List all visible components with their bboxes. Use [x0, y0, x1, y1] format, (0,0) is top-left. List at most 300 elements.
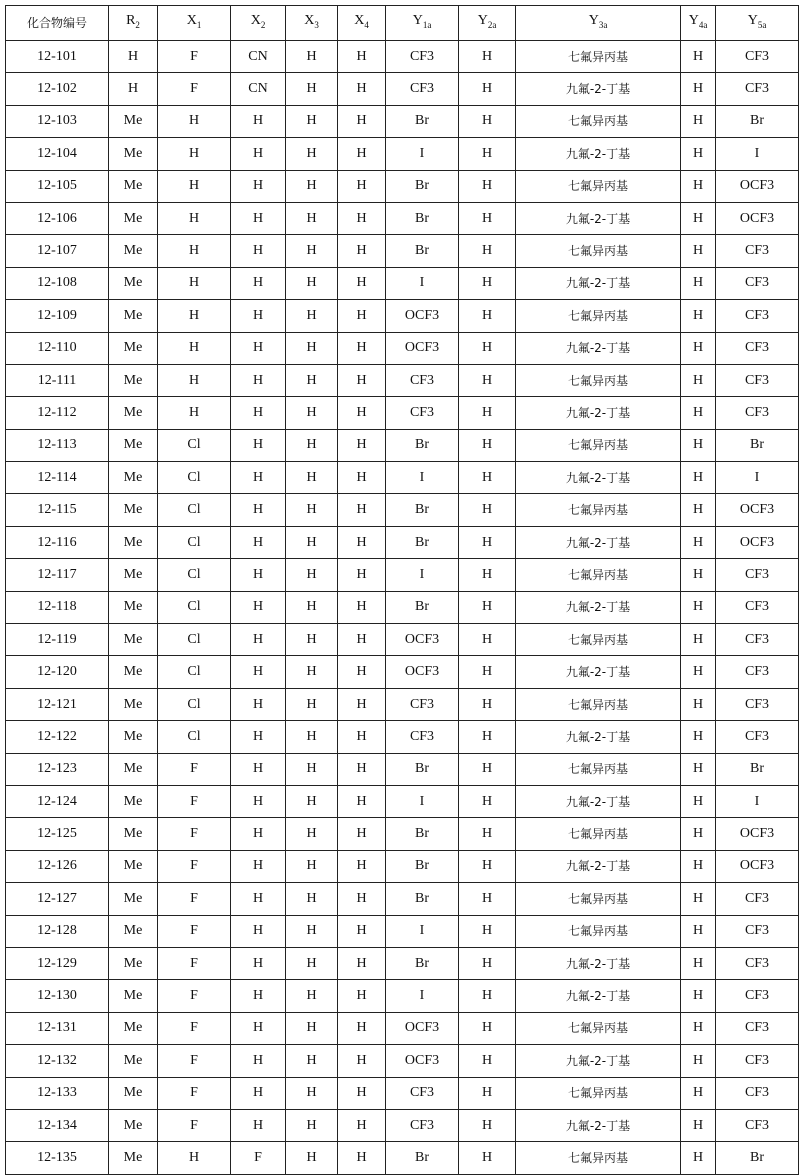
cell-compound-id: 12-124: [6, 785, 109, 817]
cell-x3: H: [286, 980, 338, 1012]
cell-x1: Cl: [158, 624, 231, 656]
table-row: [6, 1012, 799, 1044]
cell-x2: H: [231, 559, 286, 591]
table-row: [6, 1142, 799, 1174]
cell-r2: Me: [109, 462, 158, 494]
cell-compound-id: 12-134: [6, 1109, 109, 1141]
cell-x4: H: [338, 397, 386, 429]
cell-y3a: 九氟-2-丁基: [516, 721, 681, 753]
column-header-x4: [338, 6, 386, 41]
cell-y2a: H: [459, 980, 516, 1012]
cell-x1: F: [158, 1109, 231, 1141]
cell-x3: H: [286, 235, 338, 267]
cell-compound-id: 12-123: [6, 753, 109, 785]
cell-y2a: H: [459, 915, 516, 947]
cell-y5a: OCF3: [716, 494, 799, 526]
cell-x4: H: [338, 300, 386, 332]
cell-x2: H: [231, 170, 286, 202]
cell-y2a: H: [459, 1142, 516, 1174]
cell-y5a: CF3: [716, 915, 799, 947]
cell-x1: F: [158, 753, 231, 785]
table-row: [6, 300, 799, 332]
table-row: [6, 624, 799, 656]
cell-y2a: H: [459, 494, 516, 526]
cell-compound-id: 12-102: [6, 73, 109, 105]
cell-y1a: CF3: [386, 364, 459, 396]
cell-y5a: CF3: [716, 300, 799, 332]
cell-r2: Me: [109, 267, 158, 299]
cell-compound-id: 12-121: [6, 688, 109, 720]
cell-r2: H: [109, 73, 158, 105]
cell-y4a: H: [681, 235, 716, 267]
cell-y2a: H: [459, 202, 516, 234]
cell-x3: H: [286, 818, 338, 850]
cell-x4: H: [338, 429, 386, 461]
cell-r2: Me: [109, 1142, 158, 1174]
table-row: [6, 591, 799, 623]
cell-y2a: H: [459, 721, 516, 753]
cell-y3a: 七氟异丙基: [516, 364, 681, 396]
cell-y3a: 七氟异丙基: [516, 429, 681, 461]
cell-r2: Me: [109, 656, 158, 688]
cell-compound-id: 12-126: [6, 850, 109, 882]
column-header-x1: [158, 6, 231, 41]
cell-x4: H: [338, 494, 386, 526]
cell-r2: Me: [109, 915, 158, 947]
cell-y2a: H: [459, 559, 516, 591]
cell-x3: H: [286, 494, 338, 526]
cell-compound-id: 12-133: [6, 1077, 109, 1109]
cell-compound-id: 12-114: [6, 462, 109, 494]
cell-x4: H: [338, 462, 386, 494]
cell-x4: H: [338, 1012, 386, 1044]
cell-y1a: Br: [386, 591, 459, 623]
cell-x1: H: [158, 1142, 231, 1174]
cell-y1a: OCF3: [386, 300, 459, 332]
cell-x3: H: [286, 105, 338, 137]
table-row: [6, 138, 799, 170]
cell-x2: F: [231, 1142, 286, 1174]
cell-x2: H: [231, 429, 286, 461]
cell-y1a: OCF3: [386, 1012, 459, 1044]
cell-r2: Me: [109, 559, 158, 591]
cell-y4a: H: [681, 591, 716, 623]
cell-y3a: 九氟-2-丁基: [516, 656, 681, 688]
header-row: [6, 6, 799, 41]
cell-x3: H: [286, 429, 338, 461]
table-row: [6, 429, 799, 461]
cell-x1: F: [158, 915, 231, 947]
cell-r2: Me: [109, 332, 158, 364]
cell-compound-id: 12-104: [6, 138, 109, 170]
cell-y2a: H: [459, 1045, 516, 1077]
cell-x4: H: [338, 785, 386, 817]
cell-x2: H: [231, 462, 286, 494]
cell-y3a: 七氟异丙基: [516, 170, 681, 202]
header-label: X: [354, 13, 364, 28]
cell-compound-id: 12-128: [6, 915, 109, 947]
cell-y5a: Br: [716, 105, 799, 137]
cell-x4: H: [338, 883, 386, 915]
cell-y5a: CF3: [716, 624, 799, 656]
cell-y4a: H: [681, 656, 716, 688]
cell-x1: H: [158, 235, 231, 267]
cell-x3: H: [286, 688, 338, 720]
cell-x3: H: [286, 267, 338, 299]
cell-y2a: H: [459, 818, 516, 850]
cell-y1a: OCF3: [386, 332, 459, 364]
cell-y2a: H: [459, 656, 516, 688]
cell-y5a: CF3: [716, 591, 799, 623]
table-row: [6, 915, 799, 947]
cell-y5a: CF3: [716, 883, 799, 915]
cell-y4a: H: [681, 202, 716, 234]
cell-y1a: Br: [386, 818, 459, 850]
cell-x2: H: [231, 1109, 286, 1141]
header-label: X: [251, 13, 261, 28]
cell-y3a: 九氟-2-丁基: [516, 591, 681, 623]
cell-y5a: OCF3: [716, 818, 799, 850]
cell-y3a: 九氟-2-丁基: [516, 267, 681, 299]
cell-y1a: OCF3: [386, 1045, 459, 1077]
cell-y5a: CF3: [716, 41, 799, 73]
cell-x2: H: [231, 202, 286, 234]
cell-y5a: I: [716, 138, 799, 170]
cell-y4a: H: [681, 397, 716, 429]
table-row: [6, 1109, 799, 1141]
cell-y2a: H: [459, 300, 516, 332]
cell-x3: H: [286, 462, 338, 494]
cell-x1: F: [158, 785, 231, 817]
cell-r2: Me: [109, 170, 158, 202]
cell-y4a: H: [681, 688, 716, 720]
cell-compound-id: 12-127: [6, 883, 109, 915]
cell-y1a: Br: [386, 883, 459, 915]
cell-x2: H: [231, 947, 286, 979]
table-row: [6, 1077, 799, 1109]
cell-y3a: 七氟异丙基: [516, 494, 681, 526]
cell-y3a: 九氟-2-丁基: [516, 462, 681, 494]
cell-x3: H: [286, 1109, 338, 1141]
cell-y1a: Br: [386, 850, 459, 882]
cell-x3: H: [286, 364, 338, 396]
cell-x2: H: [231, 1077, 286, 1109]
cell-x3: H: [286, 915, 338, 947]
column-header-y4a: [681, 6, 716, 41]
cell-x2: H: [231, 818, 286, 850]
cell-compound-id: 12-118: [6, 591, 109, 623]
cell-y1a: CF3: [386, 73, 459, 105]
cell-y1a: OCF3: [386, 656, 459, 688]
cell-x1: H: [158, 300, 231, 332]
cell-y1a: CF3: [386, 1077, 459, 1109]
cell-y4a: H: [681, 559, 716, 591]
cell-x1: F: [158, 883, 231, 915]
cell-y3a: 七氟异丙基: [516, 41, 681, 73]
cell-x4: H: [338, 624, 386, 656]
cell-y2a: H: [459, 429, 516, 461]
column-header-x2: [231, 6, 286, 41]
cell-x4: H: [338, 850, 386, 882]
table-row: [6, 947, 799, 979]
cell-r2: Me: [109, 624, 158, 656]
cell-r2: Me: [109, 526, 158, 558]
cell-y2a: H: [459, 688, 516, 720]
cell-x2: H: [231, 1045, 286, 1077]
cell-x1: Cl: [158, 688, 231, 720]
cell-x2: H: [231, 688, 286, 720]
header-label: X: [187, 13, 197, 28]
header-label: X: [304, 13, 314, 28]
cell-x1: F: [158, 1077, 231, 1109]
cell-compound-id: 12-107: [6, 235, 109, 267]
cell-r2: Me: [109, 688, 158, 720]
cell-y3a: 七氟异丙基: [516, 915, 681, 947]
cell-compound-id: 12-120: [6, 656, 109, 688]
cell-x3: H: [286, 883, 338, 915]
cell-y5a: CF3: [716, 1109, 799, 1141]
table-row: [6, 170, 799, 202]
cell-y1a: Br: [386, 429, 459, 461]
cell-x2: H: [231, 850, 286, 882]
cell-x2: CN: [231, 73, 286, 105]
cell-r2: Me: [109, 300, 158, 332]
cell-compound-id: 12-131: [6, 1012, 109, 1044]
cell-y4a: H: [681, 818, 716, 850]
cell-y1a: Br: [386, 202, 459, 234]
cell-y2a: H: [459, 73, 516, 105]
cell-y5a: CF3: [716, 73, 799, 105]
table-row: [6, 332, 799, 364]
cell-y5a: I: [716, 785, 799, 817]
cell-x3: H: [286, 1012, 338, 1044]
table-row: [6, 364, 799, 396]
cell-r2: Me: [109, 1012, 158, 1044]
cell-x1: H: [158, 170, 231, 202]
cell-r2: Me: [109, 138, 158, 170]
cell-y4a: H: [681, 850, 716, 882]
cell-y4a: H: [681, 526, 716, 558]
cell-compound-id: 12-110: [6, 332, 109, 364]
cell-x2: H: [231, 721, 286, 753]
table-row: [6, 818, 799, 850]
cell-y3a: 九氟-2-丁基: [516, 397, 681, 429]
cell-y5a: OCF3: [716, 170, 799, 202]
cell-r2: Me: [109, 397, 158, 429]
compound-table: [5, 5, 799, 1175]
cell-x2: CN: [231, 41, 286, 73]
cell-x1: Cl: [158, 526, 231, 558]
cell-r2: Me: [109, 721, 158, 753]
cell-y1a: Br: [386, 526, 459, 558]
cell-y4a: H: [681, 1077, 716, 1109]
cell-x4: H: [338, 1045, 386, 1077]
cell-y4a: H: [681, 364, 716, 396]
cell-y1a: I: [386, 138, 459, 170]
cell-y3a: 七氟异丙基: [516, 1012, 681, 1044]
header-label: 化合物编号: [27, 16, 87, 30]
cell-y4a: H: [681, 624, 716, 656]
cell-y1a: Br: [386, 753, 459, 785]
cell-x4: H: [338, 947, 386, 979]
cell-x1: Cl: [158, 721, 231, 753]
cell-x3: H: [286, 721, 338, 753]
cell-x4: H: [338, 41, 386, 73]
cell-y4a: H: [681, 753, 716, 785]
cell-y4a: H: [681, 1142, 716, 1174]
cell-y1a: CF3: [386, 721, 459, 753]
cell-y2a: H: [459, 105, 516, 137]
cell-x4: H: [338, 721, 386, 753]
header-subscript: 4: [364, 20, 369, 30]
cell-y2a: H: [459, 138, 516, 170]
cell-r2: Me: [109, 850, 158, 882]
table-row: [6, 883, 799, 915]
cell-y4a: H: [681, 1045, 716, 1077]
cell-x4: H: [338, 559, 386, 591]
cell-r2: Me: [109, 753, 158, 785]
table-row: [6, 267, 799, 299]
cell-x3: H: [286, 41, 338, 73]
cell-x3: H: [286, 526, 338, 558]
column-header-y2a: [459, 6, 516, 41]
header-subscript: 4a: [699, 20, 708, 30]
cell-r2: Me: [109, 947, 158, 979]
cell-y3a: 七氟异丙基: [516, 559, 681, 591]
cell-x1: H: [158, 332, 231, 364]
cell-y1a: Br: [386, 235, 459, 267]
cell-x4: H: [338, 235, 386, 267]
cell-x3: H: [286, 138, 338, 170]
cell-x3: H: [286, 73, 338, 105]
cell-y5a: OCF3: [716, 526, 799, 558]
cell-x4: H: [338, 1142, 386, 1174]
cell-y3a: 七氟异丙基: [516, 624, 681, 656]
cell-r2: H: [109, 41, 158, 73]
cell-x1: F: [158, 850, 231, 882]
cell-y3a: 九氟-2-丁基: [516, 947, 681, 979]
cell-y2a: H: [459, 785, 516, 817]
cell-y3a: 九氟-2-丁基: [516, 138, 681, 170]
table-row: [6, 1045, 799, 1077]
cell-y2a: H: [459, 753, 516, 785]
cell-y3a: 七氟异丙基: [516, 688, 681, 720]
cell-y5a: CF3: [716, 980, 799, 1012]
cell-x4: H: [338, 915, 386, 947]
cell-y3a: 七氟异丙基: [516, 235, 681, 267]
cell-y1a: Br: [386, 170, 459, 202]
table-row: [6, 41, 799, 73]
cell-x2: H: [231, 883, 286, 915]
cell-compound-id: 12-106: [6, 202, 109, 234]
table-row: [6, 980, 799, 1012]
cell-y3a: 七氟异丙基: [516, 1142, 681, 1174]
cell-y1a: Br: [386, 105, 459, 137]
cell-y1a: CF3: [386, 397, 459, 429]
cell-y4a: H: [681, 494, 716, 526]
cell-x3: H: [286, 1045, 338, 1077]
cell-x3: H: [286, 202, 338, 234]
cell-x4: H: [338, 364, 386, 396]
cell-y5a: CF3: [716, 947, 799, 979]
column-header-x3: [286, 6, 338, 41]
cell-x4: H: [338, 526, 386, 558]
cell-x4: H: [338, 656, 386, 688]
cell-x2: H: [231, 235, 286, 267]
cell-y4a: H: [681, 138, 716, 170]
cell-y4a: H: [681, 1109, 716, 1141]
cell-y3a: 九氟-2-丁基: [516, 785, 681, 817]
cell-y3a: 七氟异丙基: [516, 300, 681, 332]
cell-x2: H: [231, 300, 286, 332]
cell-compound-id: 12-103: [6, 105, 109, 137]
table-row: [6, 397, 799, 429]
cell-r2: Me: [109, 1077, 158, 1109]
cell-y1a: I: [386, 267, 459, 299]
cell-x1: F: [158, 980, 231, 1012]
cell-x2: H: [231, 591, 286, 623]
cell-y5a: CF3: [716, 1012, 799, 1044]
cell-y4a: H: [681, 883, 716, 915]
cell-y2a: H: [459, 883, 516, 915]
cell-y4a: H: [681, 267, 716, 299]
cell-y3a: 七氟异丙基: [516, 1077, 681, 1109]
cell-y1a: I: [386, 915, 459, 947]
header-label: Y: [413, 13, 423, 28]
cell-y5a: CF3: [716, 559, 799, 591]
cell-x3: H: [286, 591, 338, 623]
cell-compound-id: 12-115: [6, 494, 109, 526]
cell-compound-id: 12-101: [6, 41, 109, 73]
cell-x2: H: [231, 656, 286, 688]
header-label: Y: [689, 13, 699, 28]
cell-y1a: I: [386, 462, 459, 494]
header-label: R: [126, 13, 135, 28]
table-row: [6, 235, 799, 267]
cell-r2: Me: [109, 105, 158, 137]
cell-compound-id: 12-132: [6, 1045, 109, 1077]
cell-y5a: CF3: [716, 364, 799, 396]
cell-y2a: H: [459, 170, 516, 202]
cell-y2a: H: [459, 235, 516, 267]
cell-y5a: CF3: [716, 397, 799, 429]
header-subscript: 1a: [423, 20, 432, 30]
cell-y5a: Br: [716, 1142, 799, 1174]
cell-y4a: H: [681, 73, 716, 105]
cell-y1a: Br: [386, 1142, 459, 1174]
header-subscript: 5a: [758, 20, 767, 30]
cell-x1: Cl: [158, 559, 231, 591]
cell-y5a: CF3: [716, 1077, 799, 1109]
cell-y1a: Br: [386, 494, 459, 526]
cell-x1: Cl: [158, 591, 231, 623]
cell-r2: Me: [109, 785, 158, 817]
cell-x3: H: [286, 397, 338, 429]
cell-r2: Me: [109, 364, 158, 396]
cell-x4: H: [338, 170, 386, 202]
cell-y2a: H: [459, 364, 516, 396]
cell-y1a: Br: [386, 947, 459, 979]
cell-x3: H: [286, 559, 338, 591]
header-subscript: 2a: [488, 20, 497, 30]
header-subscript: 2: [135, 20, 140, 30]
cell-x1: F: [158, 41, 231, 73]
cell-x2: H: [231, 494, 286, 526]
cell-x4: H: [338, 1077, 386, 1109]
cell-y3a: 七氟异丙基: [516, 818, 681, 850]
cell-x4: H: [338, 267, 386, 299]
cell-x1: H: [158, 138, 231, 170]
